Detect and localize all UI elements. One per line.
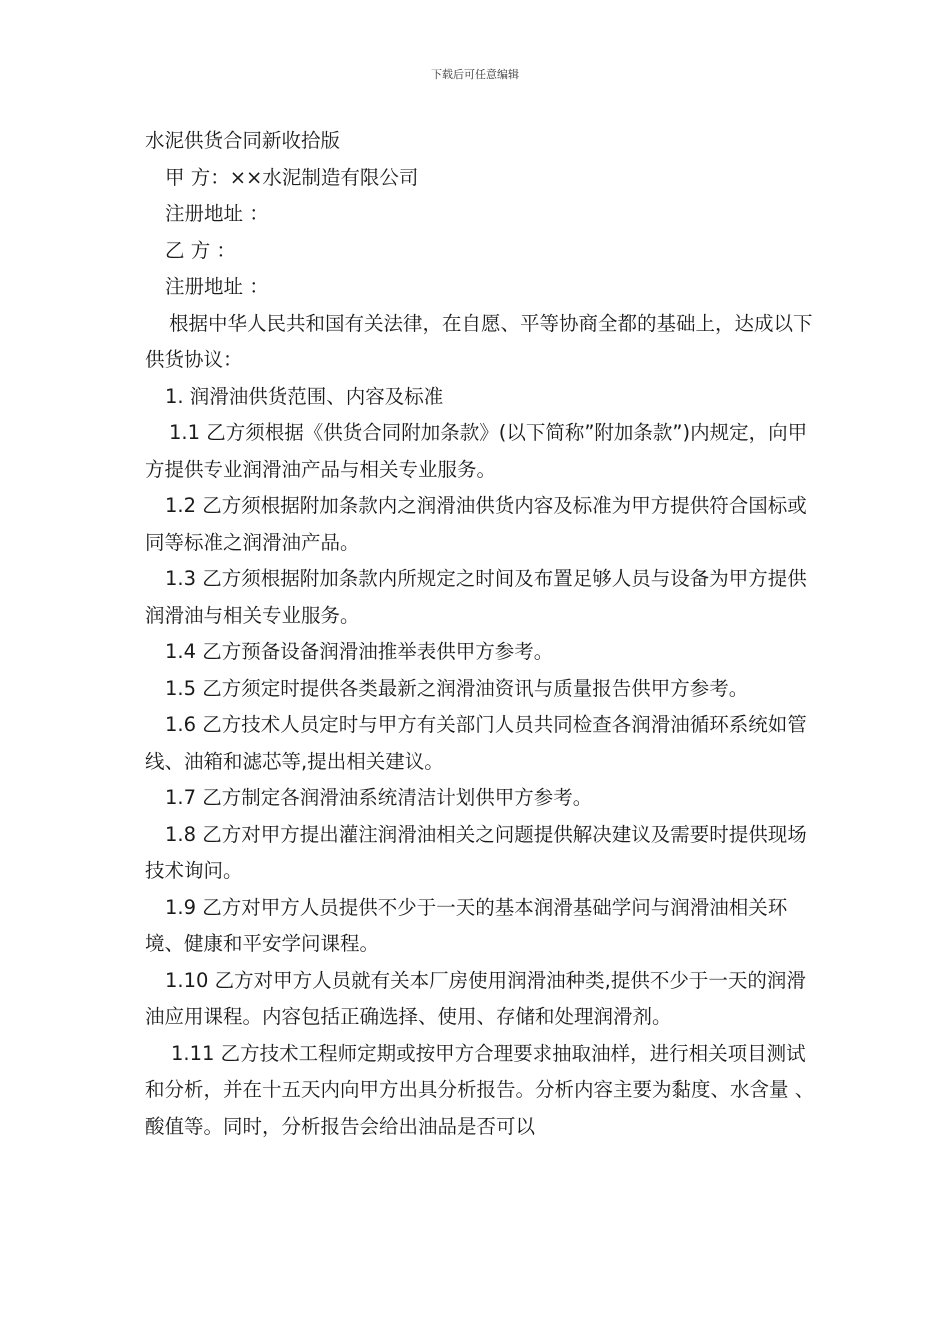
document-body bbox=[145, 123, 815, 1145]
party-b: 乙 方 ： bbox=[165, 238, 236, 262]
clause: 1.1 乙方须根据《供货合同附加条款》(以下简称”附加条款”)内规定，向甲方提供专业润滑油产品与相关专业服务。 bbox=[145, 421, 808, 481]
party-a: 甲 方：××水泥制造有限公司 bbox=[165, 165, 419, 189]
clause: 1.9 乙方对甲方人员提供不少于一天的基本润滑基础学问与润滑油相关环境、健康和平安学问课程。 bbox=[145, 895, 788, 955]
document-title: 水泥供货合同新收拾版 bbox=[145, 129, 341, 152]
clause: 1.5 乙方须定时提供各类最新之润滑油资讯与质量报告供甲方参考。 bbox=[165, 676, 749, 700]
page-header: 下载后可任意编辑 bbox=[431, 68, 519, 81]
clause: 1.11 乙方技术工程师定期或按甲方合理要求抽取油样，进行相关项目测试和分析，并在十五天内向甲方出具分析报告。分析内容主要为黏度、水含量 、酸值等。同时，分析报告会给出油品是否可以 bbox=[145, 1041, 815, 1138]
party-b-address: 注册地址 ： bbox=[165, 275, 269, 298]
clause: 1.10 乙方对甲方人员就有关本厂房使用润滑油种类,提供不少于一天的润滑油应用课程。内容包括正确选择、使用、存储和处理润滑剂。 bbox=[145, 968, 806, 1028]
clause: 1.3 乙方须根据附加条款内所规定之时间及布置足够人员与设备为甲方提供润滑油与相关专业服务。 bbox=[145, 567, 807, 627]
party-a-address: 注册地址 ： bbox=[165, 202, 269, 225]
clause: 1.8 乙方对甲方提出灌注润滑油相关之问题提供解决建议及需要时提供现场技术询问。 bbox=[145, 822, 807, 882]
clause: 1.2 乙方须根据附加条款内之润滑油供货内容及标准为甲方提供符合国标或同等标准之润滑油产品。 bbox=[145, 494, 807, 554]
preamble: 根据中华人民共和国有关法律，在自愿、平等协商全都的基础上，达成以下供货协议： bbox=[145, 311, 813, 371]
clause: 1.7 乙方制定各润滑油系统清洁计划供甲方参考。 bbox=[165, 786, 593, 809]
clause: 1.4 乙方预备设备润滑油推举表供甲方参考。 bbox=[165, 640, 554, 663]
clause: 1.6 乙方技术人员定时与甲方有关部门人员共同检查各润滑油循环系统如管线、油箱和滤芯等,提出相关建议。 bbox=[145, 713, 807, 773]
clause: 1. 润滑油供货范围、内容及标准 bbox=[165, 384, 444, 408]
